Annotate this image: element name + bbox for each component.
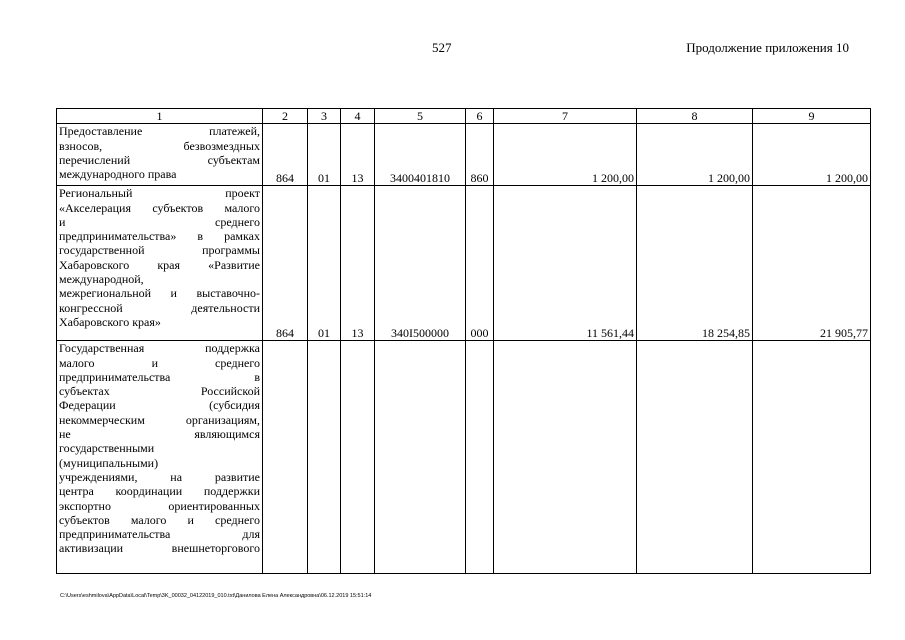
table-header-row — [57, 109, 871, 124]
cell-col4 — [341, 341, 375, 574]
description-line: конгрессной деятельности — [59, 300, 260, 315]
column-header: 9 — [753, 109, 871, 124]
column-header: 8 — [637, 109, 753, 124]
column-header: 2 — [263, 109, 308, 124]
cell-col3: 01 — [308, 124, 341, 186]
cell-col6: 000 — [466, 186, 494, 341]
row-description — [57, 341, 263, 574]
row-description — [57, 124, 263, 186]
description-line: государственными — [59, 441, 155, 456]
description-line: центра координации поддержки — [59, 484, 260, 499]
cell-col5: 340I500000 — [375, 186, 466, 341]
description-line: Государственная поддержка — [59, 341, 260, 356]
cell-col3: 01 — [308, 186, 341, 341]
description-line: Предоставление платежей, — [59, 124, 260, 139]
description-line: субъектах Российской — [59, 384, 260, 399]
budget-table — [56, 108, 871, 574]
table-row — [57, 186, 871, 341]
cell-col7: 11 561,44 — [494, 186, 637, 341]
description-line: экспортно ориентированных — [59, 498, 260, 513]
description-line: межрегиональной и выставочно- — [59, 286, 260, 301]
description-line: государственной программы — [59, 243, 260, 258]
description-line: Хабаровского края» — [59, 314, 161, 329]
description-line: Хабаровского края «Развитие — [59, 257, 260, 272]
cell-col2 — [263, 341, 308, 574]
row-description — [57, 186, 263, 341]
cell-col2: 864 — [263, 186, 308, 341]
description-line: «Акселерация субъектов малого — [59, 200, 260, 215]
column-header: 5 — [375, 109, 466, 124]
description-line: предпринимательства» в рамках — [59, 229, 260, 244]
cell-col3 — [308, 341, 341, 574]
cell-col5: 3400401810 — [375, 124, 466, 186]
description-line: перечислений субъектам — [59, 152, 260, 167]
cell-col8: 18 254,85 — [637, 186, 753, 341]
description-line: Региональный проект — [59, 186, 260, 201]
table-row — [57, 124, 871, 186]
cell-col7: 1 200,00 — [494, 124, 637, 186]
cell-col5 — [375, 341, 466, 574]
description-line: (муниципальными) — [59, 455, 159, 470]
column-header: 7 — [494, 109, 637, 124]
description-line: международного права — [59, 167, 177, 182]
column-header: 1 — [57, 109, 263, 124]
annex-note: Продолжение приложения 10 — [686, 40, 849, 55]
description-line: некоммерческим организациям, — [59, 412, 260, 427]
description-line: субъектов малого и среднего — [59, 512, 260, 527]
description-line: Федерации (субсидия — [59, 398, 260, 413]
description-line: активизации внешнеторгового — [59, 541, 260, 556]
column-header: 4 — [341, 109, 375, 124]
description-line: малого и среднего — [59, 355, 260, 370]
cell-col8: 1 200,00 — [637, 124, 753, 186]
page-number: 527 — [432, 40, 452, 55]
cell-col4: 13 — [341, 186, 375, 341]
description-line: и среднего — [59, 214, 260, 229]
cell-col6: 860 — [466, 124, 494, 186]
description-line: учреждениями, на развитие — [59, 469, 260, 484]
description-line: предпринимательства в — [59, 369, 260, 384]
column-header: 3 — [308, 109, 341, 124]
cell-col9: 1 200,00 — [753, 124, 871, 186]
cell-col9: 21 905,77 — [753, 186, 871, 341]
cell-col6 — [466, 341, 494, 574]
description-line: предпринимательства для — [59, 527, 260, 542]
cell-col9 — [753, 341, 871, 574]
description-line: взносов, безвозмездных — [59, 138, 260, 153]
footer-file-path: C:\Users\eshmilova\AppData\Local\Temp\3K_00032_04122019_010.txt\Данилова Елена Александровна\06.12.2019 15:51:14 — [60, 593, 372, 599]
cell-col7 — [494, 341, 637, 574]
description-line: не являющимся — [59, 427, 260, 442]
cell-col4: 13 — [341, 124, 375, 186]
cell-col2: 864 — [263, 124, 308, 186]
column-header: 6 — [466, 109, 494, 124]
table-row — [57, 341, 871, 574]
description-line: международной, — [59, 272, 144, 287]
cell-col8 — [637, 341, 753, 574]
